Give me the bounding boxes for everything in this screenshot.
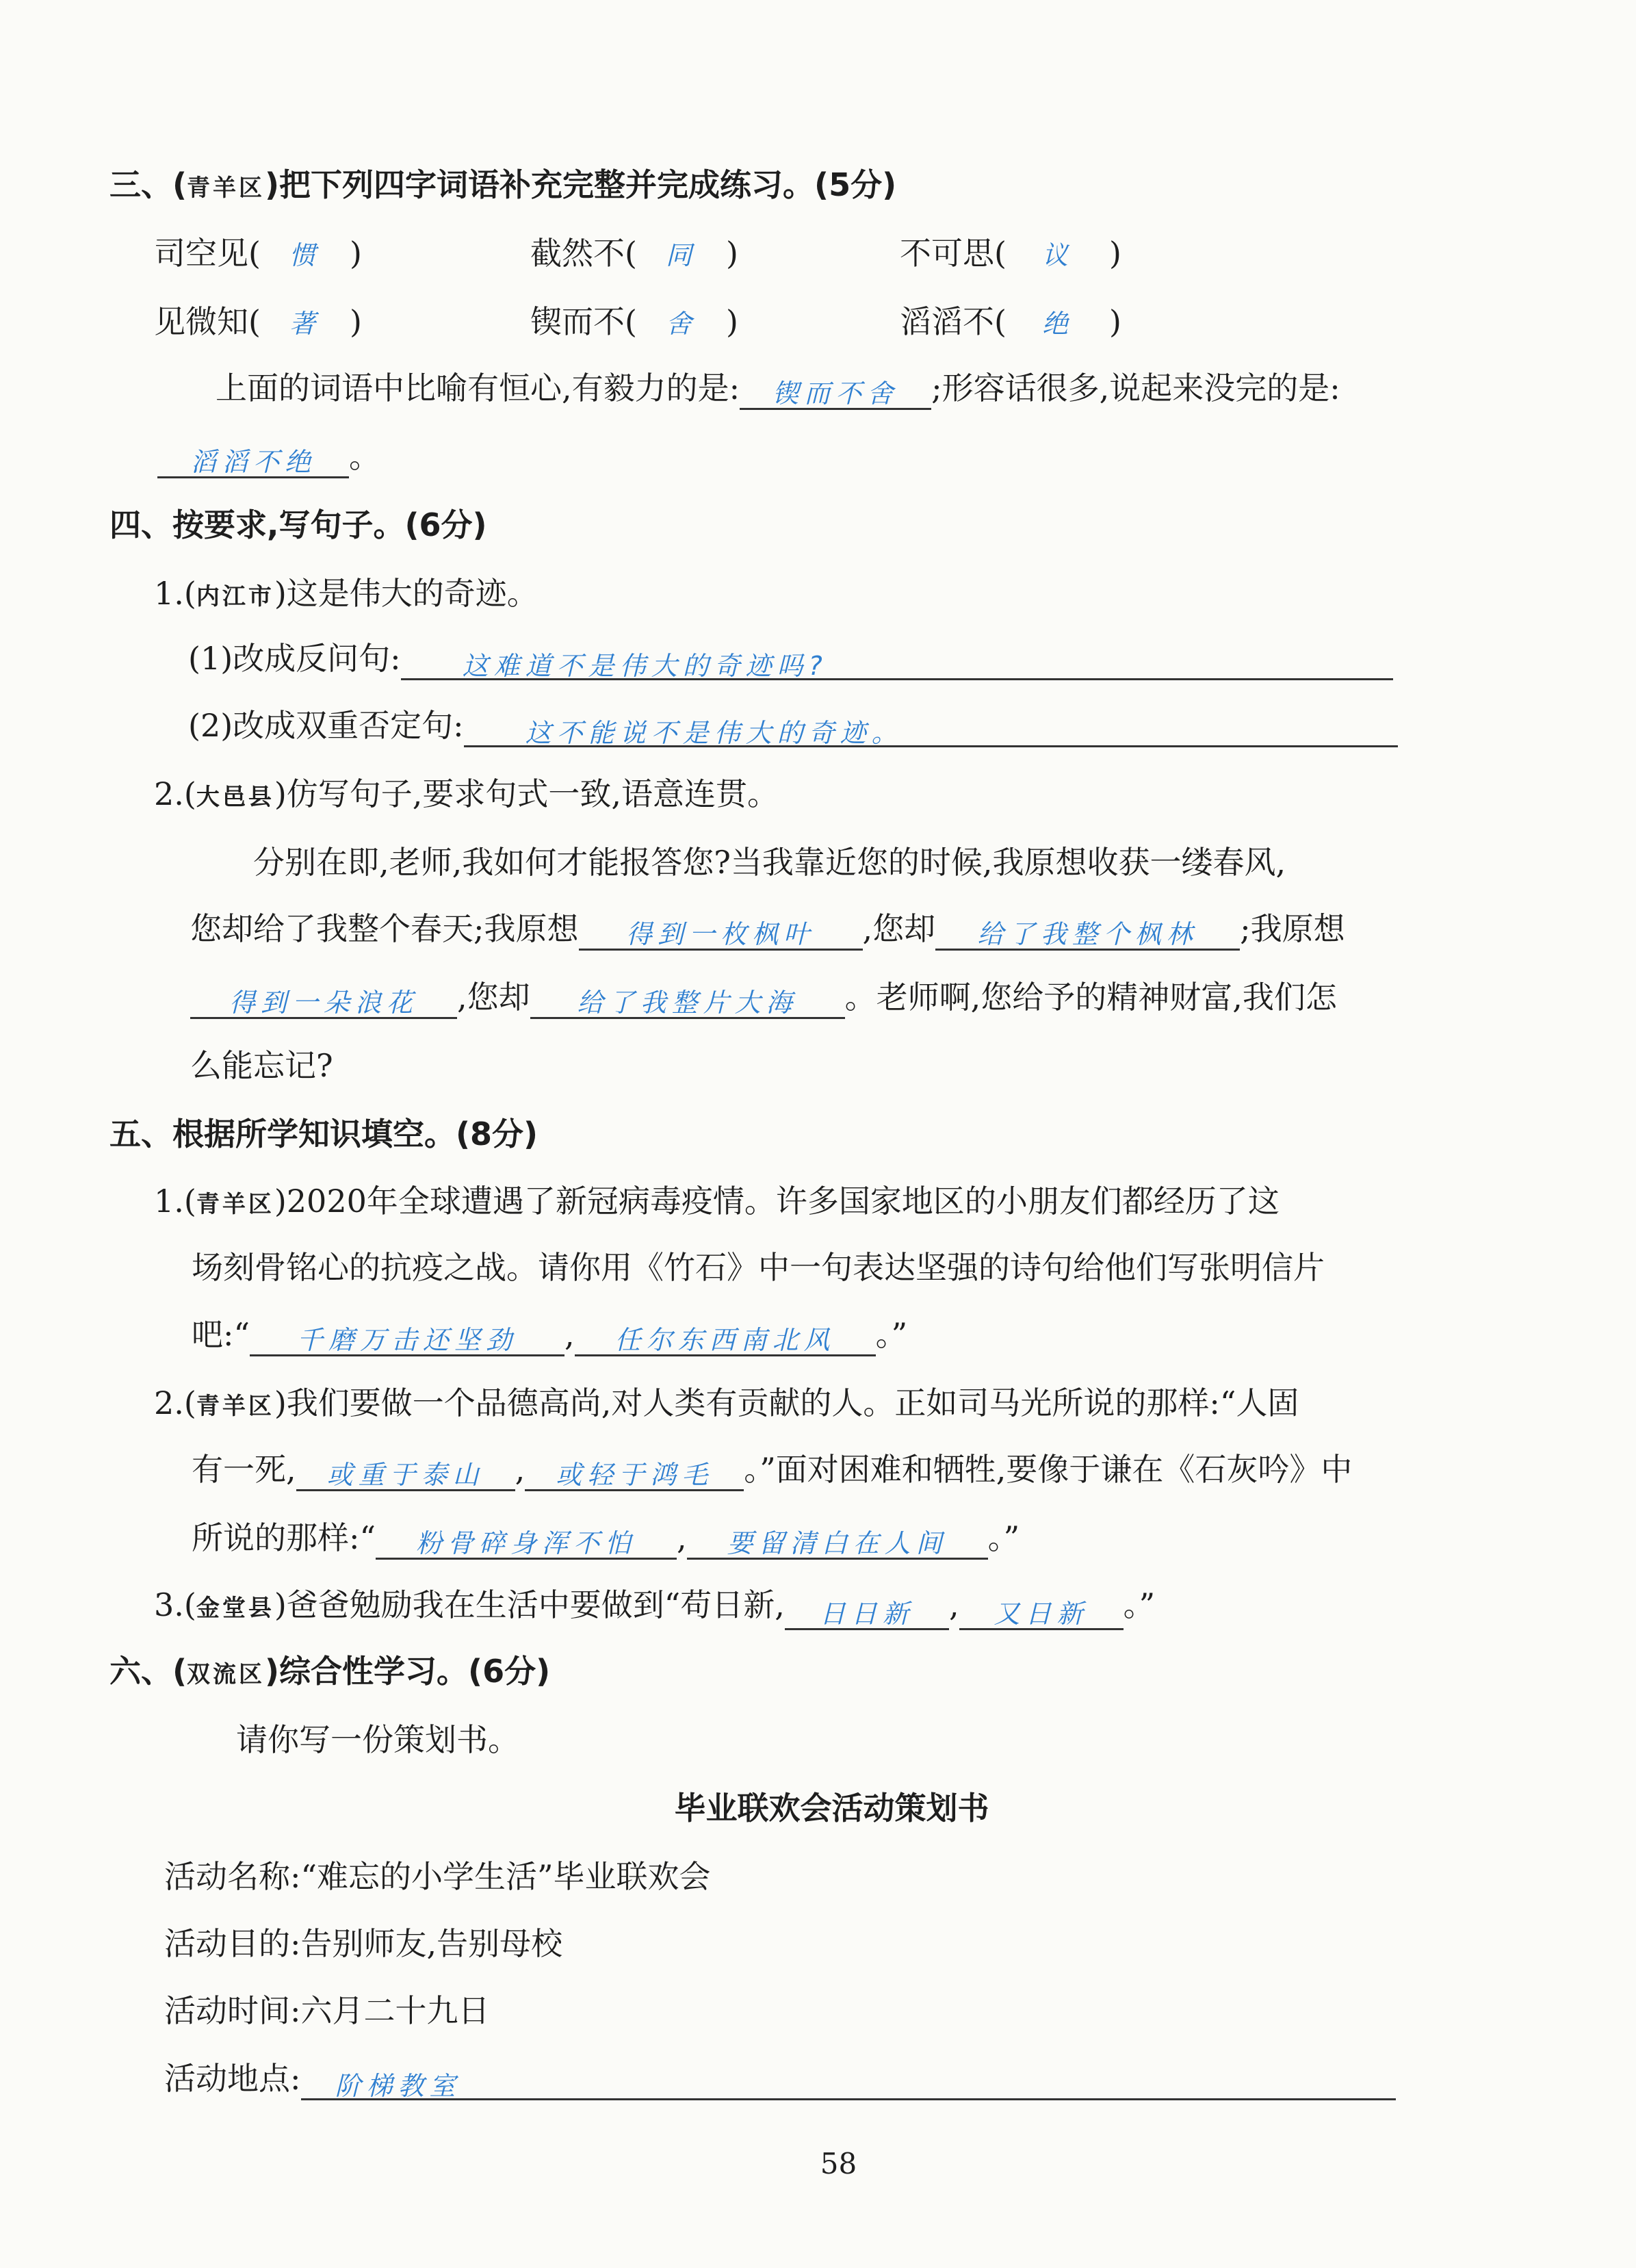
- answer-blank: 或轻于鸿毛: [525, 1451, 744, 1491]
- plan-time: 活动时间:六月二十九日: [164, 1992, 490, 2029]
- answer-blank: 或重于泰山: [296, 1451, 515, 1491]
- answer-blank: 给了我整片大海: [530, 979, 845, 1019]
- page-number: 58: [820, 2147, 857, 2180]
- answer-blank: 这不能说不是伟大的奇迹。: [464, 709, 1398, 747]
- answer-blank: 得到一朵浪花: [190, 979, 457, 1019]
- sec4-para-line2: 您却给了我整个春天;我原想 得到一枚枫叶 ,您却 给了我整个枫林 ;我原想: [190, 910, 1345, 949]
- answer-blank: 锲而不舍: [740, 370, 931, 410]
- idiom-item: 司空见( 惯 ): [154, 235, 362, 272]
- plan-title: 毕业联欢会活动策划书: [674, 1790, 989, 1827]
- sec4-q1: 1.(内江市)这是伟大的奇迹。: [154, 575, 538, 612]
- answer-blank: 任尔东西南北风: [575, 1316, 876, 1356]
- answer-blank: 又日新: [959, 1590, 1124, 1630]
- idiom-item: 锲而不( 舍 ): [530, 303, 738, 340]
- answer-blank: 滔滔不绝: [157, 438, 349, 478]
- sec4-para-line3: 得到一朵浪花 ,您却 给了我整片大海 。老师啊,您给予的精神财富,我们怎: [190, 975, 1636, 1019]
- sec3-row2: [0, 300, 1636, 344]
- idiom-item: 滔滔不( 绝 ): [900, 303, 1121, 340]
- plan-name: 活动名称:“难忘的小学生活”毕业联欢会: [164, 1858, 711, 1895]
- sec5-q1-line2: 场刻骨铭心的抗疫之战。请你用《竹石》中一句表达坚强的诗句给他们写张明信片: [192, 1249, 1325, 1286]
- sec3-row1: [0, 231, 1636, 275]
- answer-blank: 阶梯教室: [301, 2062, 1396, 2100]
- sec6-title: 六、(双流区)综合性学习。(6分): [109, 1653, 551, 1690]
- answer-blank: 这难道不是伟大的奇迹吗?: [401, 642, 1393, 680]
- sec4-para-line1: 分别在即,老师,我如何才能报答您?当我靠近您的时候,我原想收获一缕春风,: [253, 844, 1286, 881]
- source-tag: 内江市: [196, 583, 274, 610]
- answer-blank: 千磨万击还坚劲: [250, 1316, 564, 1356]
- sec5-q1-line3: 吧:“ 千磨万击还坚劲 , 任尔东西南北风 。”: [192, 1316, 908, 1355]
- sec3-title: 三、(青羊区)把下列四字词语补充完整并完成练习。(5分): [109, 166, 897, 203]
- sec5-q2-line2: 有一死, 或重于泰山 , 或轻于鸿毛 。”面对困难和牺牲,要像于谦在《石灰吟》中: [192, 1451, 1353, 1490]
- sec3-question-cont: 滔滔不绝 。: [157, 435, 1636, 478]
- source-tag: 青羊区: [196, 1191, 274, 1218]
- sec4-title: 四、按要求,写句子。(6分): [109, 506, 487, 543]
- sec5-q1-line1: 1.(青羊区)2020年全球遭遇了新冠病毒疫情。许多国家地区的小朋友们都经历了这: [154, 1183, 1280, 1220]
- plan-purpose: 活动目的:告别师友,告别母校: [164, 1925, 563, 1962]
- sec4-q2: 2.(大邑县)仿写句子,要求句式一致,语意连贯。: [154, 775, 779, 812]
- answer-blank: 得到一枚枫叶: [579, 910, 863, 951]
- answer-blank: 日日新: [785, 1590, 949, 1630]
- source-tag: 青羊区: [196, 1393, 274, 1420]
- idiom-item: 截然不( 同 ): [530, 235, 738, 272]
- sec5-q2-line3: 所说的那样:“ 粉骨碎身浑不怕 , 要留清白在人间 。”: [192, 1519, 1020, 1558]
- sec4-para-line4: 么能忘记?: [190, 1047, 333, 1084]
- answer-blank: 粉骨碎身浑不怕: [376, 1519, 677, 1560]
- sec3-question: 上面的词语中比喻有恒心,有毅力的是: 锲而不舍 ;形容话很多,说起来没完的是:: [216, 370, 1340, 409]
- sec5-q3: 3.(金堂县)爸爸勉励我在生活中要做到“苟日新, 日日新 , 又日新 。”: [154, 1586, 1156, 1629]
- sec5-q2-line1: 2.(青羊区)我们要做一个品德高尚,对人类有贡献的人。正如司马光所说的那样:“人固: [154, 1384, 1299, 1421]
- plan-place: 活动地点: 阶梯教室: [164, 2057, 1636, 2100]
- sec4-q1a: (1)改成反问句: 这难道不是伟大的奇迹吗?: [188, 636, 1636, 680]
- source-tag: 青羊区: [187, 175, 265, 202]
- source-tag: 双流区: [187, 1661, 265, 1688]
- idiom-item: 见微知( 著 ): [154, 303, 362, 340]
- source-tag: 大邑县: [196, 784, 274, 811]
- sec5-title: 五、根据所学知识填空。(8分): [109, 1116, 538, 1152]
- idiom-item: 不可思( 议 ): [900, 235, 1121, 272]
- sec6-intro: 请你写一份策划书。: [236, 1721, 519, 1758]
- answer-blank: 要留清白在人间: [687, 1519, 988, 1560]
- answer-blank: 给了我整个枫林: [935, 910, 1240, 951]
- source-tag: 金堂县: [196, 1595, 274, 1622]
- sec4-q1b: (2)改成双重否定句: 这不能说不是伟大的奇迹。: [188, 704, 1636, 747]
